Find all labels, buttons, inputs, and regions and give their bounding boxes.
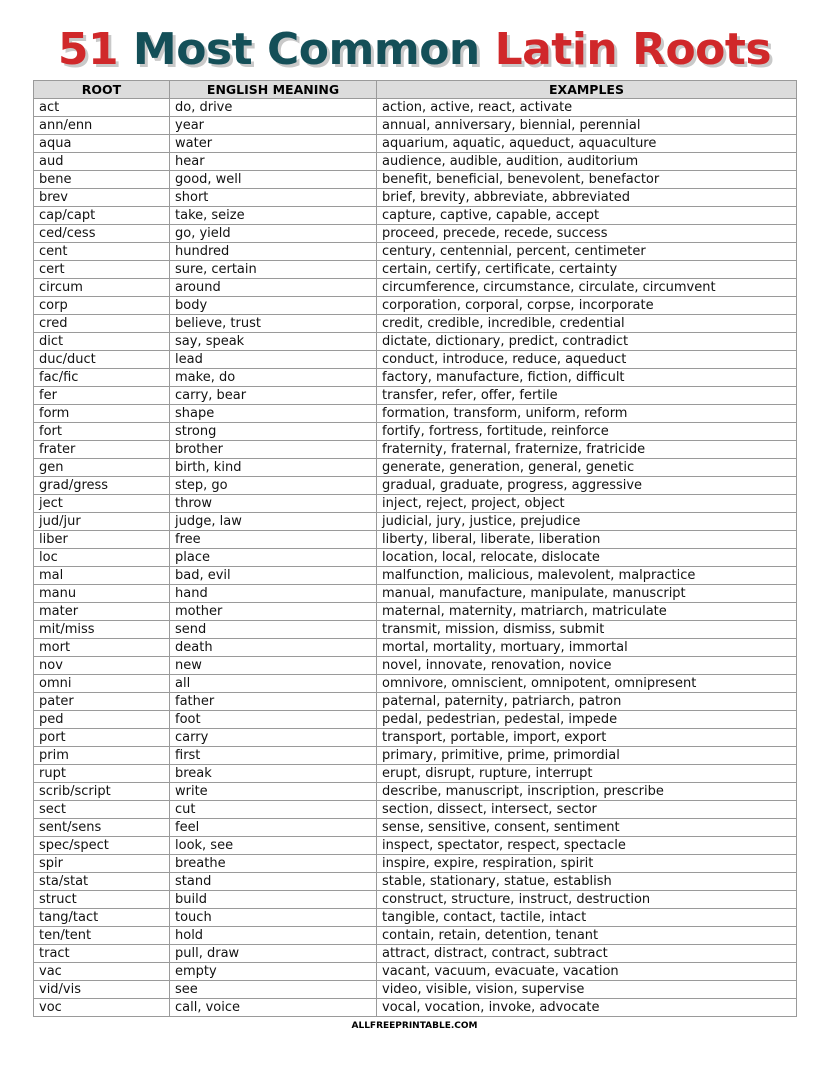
table-row xyxy=(34,729,797,747)
table-row xyxy=(34,801,797,819)
meaning-cell: carry, bear xyxy=(170,387,377,405)
header-english-meaning: ENGLISH MEANING xyxy=(170,81,377,99)
meaning-cell: pull, draw xyxy=(170,945,377,963)
examples-cell: fortify, fortress, fortitude, reinforce xyxy=(377,423,797,441)
root-cell: tang/tact xyxy=(34,909,170,927)
table-row xyxy=(34,873,797,891)
meaning-cell: new xyxy=(170,657,377,675)
meaning-cell: stand xyxy=(170,873,377,891)
table-row xyxy=(34,855,797,873)
meaning-cell: foot xyxy=(170,711,377,729)
root-cell: act xyxy=(34,99,170,117)
root-cell: spir xyxy=(34,855,170,873)
meaning-cell: first xyxy=(170,747,377,765)
table-row xyxy=(34,315,797,333)
meaning-cell: go, yield xyxy=(170,225,377,243)
meaning-cell: take, seize xyxy=(170,207,377,225)
meaning-cell: empty xyxy=(170,963,377,981)
table-row xyxy=(34,765,797,783)
title-end: Latin Roots xyxy=(494,24,772,75)
meaning-cell: father xyxy=(170,693,377,711)
meaning-cell: feel xyxy=(170,819,377,837)
root-cell: struct xyxy=(34,891,170,909)
meaning-cell: hear xyxy=(170,153,377,171)
root-cell: mort xyxy=(34,639,170,657)
examples-cell: manual, manufacture, manipulate, manuscript xyxy=(377,585,797,603)
table-row xyxy=(34,459,797,477)
meaning-cell: step, go xyxy=(170,477,377,495)
table-row xyxy=(34,747,797,765)
meaning-cell: free xyxy=(170,531,377,549)
examples-cell: construct, structure, instruct, destruction xyxy=(377,891,797,909)
examples-cell: formation, transform, uniform, reform xyxy=(377,405,797,423)
meaning-cell: around xyxy=(170,279,377,297)
examples-cell: gradual, graduate, progress, aggressive xyxy=(377,477,797,495)
table-row xyxy=(34,945,797,963)
meaning-cell: lead xyxy=(170,351,377,369)
examples-cell: location, local, relocate, dislocate xyxy=(377,549,797,567)
examples-cell: inject, reject, project, object xyxy=(377,495,797,513)
examples-cell: describe, manuscript, inscription, prescribe xyxy=(377,783,797,801)
root-cell: omni xyxy=(34,675,170,693)
examples-cell: capture, captive, capable, accept xyxy=(377,207,797,225)
meaning-cell: carry xyxy=(170,729,377,747)
examples-cell: proceed, precede, recede, success xyxy=(377,225,797,243)
root-cell: cap/capt xyxy=(34,207,170,225)
examples-cell: factory, manufacture, fiction, difficult xyxy=(377,369,797,387)
meaning-cell: good, well xyxy=(170,171,377,189)
root-cell: cent xyxy=(34,243,170,261)
examples-cell: judicial, jury, justice, prejudice xyxy=(377,513,797,531)
meaning-cell: shape xyxy=(170,405,377,423)
table-body xyxy=(34,99,797,1017)
table-row xyxy=(34,279,797,297)
examples-cell: credit, credible, incredible, credential xyxy=(377,315,797,333)
table-row xyxy=(34,531,797,549)
meaning-cell: call, voice xyxy=(170,999,377,1017)
examples-cell: video, visible, vision, supervise xyxy=(377,981,797,999)
root-cell: grad/gress xyxy=(34,477,170,495)
table-row xyxy=(34,891,797,909)
table-row xyxy=(34,441,797,459)
examples-cell: paternal, paternity, patriarch, patron xyxy=(377,693,797,711)
header-root: ROOT xyxy=(34,81,170,99)
root-cell: nov xyxy=(34,657,170,675)
meaning-cell: mother xyxy=(170,603,377,621)
examples-cell: attract, distract, contract, subtract xyxy=(377,945,797,963)
meaning-cell: do, drive xyxy=(170,99,377,117)
root-cell: gen xyxy=(34,459,170,477)
table-row xyxy=(34,837,797,855)
examples-cell: aquarium, aquatic, aqueduct, aquaculture xyxy=(377,135,797,153)
header-examples: EXAMPLES xyxy=(377,81,797,99)
table-row xyxy=(34,369,797,387)
table-row xyxy=(34,963,797,981)
meaning-cell: hundred xyxy=(170,243,377,261)
table-header-row xyxy=(34,81,797,99)
root-cell: vid/vis xyxy=(34,981,170,999)
examples-cell: fraternity, fraternal, fraternize, fratricide xyxy=(377,441,797,459)
table-row xyxy=(34,243,797,261)
meaning-cell: death xyxy=(170,639,377,657)
meaning-cell: look, see xyxy=(170,837,377,855)
root-cell: ann/enn xyxy=(34,117,170,135)
root-cell: spec/spect xyxy=(34,837,170,855)
table-row xyxy=(34,621,797,639)
meaning-cell: brother xyxy=(170,441,377,459)
table-row xyxy=(34,423,797,441)
meaning-cell: water xyxy=(170,135,377,153)
meaning-cell: throw xyxy=(170,495,377,513)
examples-cell: tangible, contact, tactile, intact xyxy=(377,909,797,927)
meaning-cell: hold xyxy=(170,927,377,945)
root-cell: duc/duct xyxy=(34,351,170,369)
examples-cell: mortal, mortality, mortuary, immortal xyxy=(377,639,797,657)
root-cell: cred xyxy=(34,315,170,333)
root-cell: loc xyxy=(34,549,170,567)
examples-cell: transfer, refer, offer, fertile xyxy=(377,387,797,405)
meaning-cell: touch xyxy=(170,909,377,927)
examples-cell: transport, portable, import, export xyxy=(377,729,797,747)
meaning-cell: judge, law xyxy=(170,513,377,531)
table-row xyxy=(34,675,797,693)
meaning-cell: bad, evil xyxy=(170,567,377,585)
examples-cell: inspire, expire, respiration, spirit xyxy=(377,855,797,873)
meaning-cell: see xyxy=(170,981,377,999)
table-row xyxy=(34,639,797,657)
root-cell: voc xyxy=(34,999,170,1017)
table-row xyxy=(34,495,797,513)
root-cell: port xyxy=(34,729,170,747)
table-row xyxy=(34,567,797,585)
root-cell: aqua xyxy=(34,135,170,153)
table-row xyxy=(34,171,797,189)
root-cell: corp xyxy=(34,297,170,315)
examples-cell: transmit, mission, dismiss, submit xyxy=(377,621,797,639)
meaning-cell: birth, kind xyxy=(170,459,377,477)
root-cell: dict xyxy=(34,333,170,351)
root-cell: ten/tent xyxy=(34,927,170,945)
table-row xyxy=(34,981,797,999)
meaning-cell: hand xyxy=(170,585,377,603)
examples-cell: novel, innovate, renovation, novice xyxy=(377,657,797,675)
examples-cell: conduct, introduce, reduce, aqueduct xyxy=(377,351,797,369)
examples-cell: benefit, beneficial, benevolent, benefactor xyxy=(377,171,797,189)
examples-cell: primary, primitive, prime, primordial xyxy=(377,747,797,765)
meaning-cell: say, speak xyxy=(170,333,377,351)
meaning-cell: break xyxy=(170,765,377,783)
root-cell: mater xyxy=(34,603,170,621)
root-cell: manu xyxy=(34,585,170,603)
examples-cell: malfunction, malicious, malevolent, malpractice xyxy=(377,567,797,585)
table-row xyxy=(34,927,797,945)
root-cell: tract xyxy=(34,945,170,963)
root-cell: sta/stat xyxy=(34,873,170,891)
table-row xyxy=(34,513,797,531)
root-cell: ced/cess xyxy=(34,225,170,243)
root-cell: brev xyxy=(34,189,170,207)
meaning-cell: believe, trust xyxy=(170,315,377,333)
table-row xyxy=(34,387,797,405)
meaning-cell: strong xyxy=(170,423,377,441)
meaning-cell: cut xyxy=(170,801,377,819)
examples-cell: certain, certify, certificate, certainty xyxy=(377,261,797,279)
site-credit: ALLFREEPRINTABLE.COM xyxy=(351,1021,478,1031)
meaning-cell: body xyxy=(170,297,377,315)
examples-cell: action, active, react, activate xyxy=(377,99,797,117)
root-cell: prim xyxy=(34,747,170,765)
root-cell: rupt xyxy=(34,765,170,783)
examples-cell: dictate, dictionary, predict, contradict xyxy=(377,333,797,351)
root-cell: vac xyxy=(34,963,170,981)
table-row xyxy=(34,117,797,135)
root-cell: mit/miss xyxy=(34,621,170,639)
meaning-cell: sure, certain xyxy=(170,261,377,279)
table-row xyxy=(34,333,797,351)
root-cell: pater xyxy=(34,693,170,711)
examples-cell: circumference, circumstance, circulate, circumvent xyxy=(377,279,797,297)
table-row xyxy=(34,711,797,729)
table-row xyxy=(34,405,797,423)
table-row xyxy=(34,297,797,315)
examples-cell: section, dissect, intersect, sector xyxy=(377,801,797,819)
meaning-cell: send xyxy=(170,621,377,639)
root-cell: mal xyxy=(34,567,170,585)
examples-cell: annual, anniversary, biennial, perennial xyxy=(377,117,797,135)
meaning-cell: breathe xyxy=(170,855,377,873)
table-row xyxy=(34,153,797,171)
examples-cell: brief, brevity, abbreviate, abbreviated xyxy=(377,189,797,207)
meaning-cell: year xyxy=(170,117,377,135)
root-cell: circum xyxy=(34,279,170,297)
table-row xyxy=(34,549,797,567)
examples-cell: generate, generation, general, genetic xyxy=(377,459,797,477)
table-row xyxy=(34,783,797,801)
root-cell: ped xyxy=(34,711,170,729)
examples-cell: inspect, spectator, respect, spectacle xyxy=(377,837,797,855)
meaning-cell: short xyxy=(170,189,377,207)
examples-cell: pedal, pedestrian, pedestal, impede xyxy=(377,711,797,729)
root-cell: sect xyxy=(34,801,170,819)
table-row xyxy=(34,999,797,1017)
examples-cell: omnivore, omniscient, omnipotent, omnipresent xyxy=(377,675,797,693)
table-row xyxy=(34,477,797,495)
root-cell: frater xyxy=(34,441,170,459)
table-row xyxy=(34,819,797,837)
meaning-cell: all xyxy=(170,675,377,693)
root-cell: ject xyxy=(34,495,170,513)
examples-cell: vocal, vocation, invoke, advocate xyxy=(377,999,797,1017)
title-middle: Most Common xyxy=(132,24,480,75)
meaning-cell: place xyxy=(170,549,377,567)
root-cell: fer xyxy=(34,387,170,405)
table-row xyxy=(34,603,797,621)
meaning-cell: write xyxy=(170,783,377,801)
root-cell: aud xyxy=(34,153,170,171)
examples-cell: audience, audible, audition, auditorium xyxy=(377,153,797,171)
examples-cell: corporation, corporal, corpse, incorporate xyxy=(377,297,797,315)
examples-cell: liberty, liberal, liberate, liberation xyxy=(377,531,797,549)
examples-cell: sense, sensitive, consent, sentiment xyxy=(377,819,797,837)
examples-cell: erupt, disrupt, rupture, interrupt xyxy=(377,765,797,783)
root-cell: cert xyxy=(34,261,170,279)
root-cell: scrib/script xyxy=(34,783,170,801)
root-cell: form xyxy=(34,405,170,423)
title-number: 51 xyxy=(57,24,119,75)
root-cell: fac/fic xyxy=(34,369,170,387)
page-title xyxy=(0,22,829,78)
root-cell: jud/jur xyxy=(34,513,170,531)
latin-roots-table xyxy=(33,80,797,1017)
table-row xyxy=(34,207,797,225)
root-cell: bene xyxy=(34,171,170,189)
table-row xyxy=(34,693,797,711)
table-row xyxy=(34,657,797,675)
table-row xyxy=(34,189,797,207)
examples-cell: stable, stationary, statue, establish xyxy=(377,873,797,891)
table-row xyxy=(34,351,797,369)
table-row xyxy=(34,99,797,117)
examples-cell: maternal, maternity, matriarch, matriculate xyxy=(377,603,797,621)
meaning-cell: build xyxy=(170,891,377,909)
table-row xyxy=(34,135,797,153)
root-cell: sent/sens xyxy=(34,819,170,837)
examples-cell: century, centennial, percent, centimeter xyxy=(377,243,797,261)
table-row xyxy=(34,225,797,243)
table-row xyxy=(34,585,797,603)
table-row xyxy=(34,261,797,279)
root-cell: fort xyxy=(34,423,170,441)
meaning-cell: make, do xyxy=(170,369,377,387)
examples-cell: contain, retain, detention, tenant xyxy=(377,927,797,945)
root-cell: liber xyxy=(34,531,170,549)
examples-cell: vacant, vacuum, evacuate, vacation xyxy=(377,963,797,981)
table-row xyxy=(34,909,797,927)
